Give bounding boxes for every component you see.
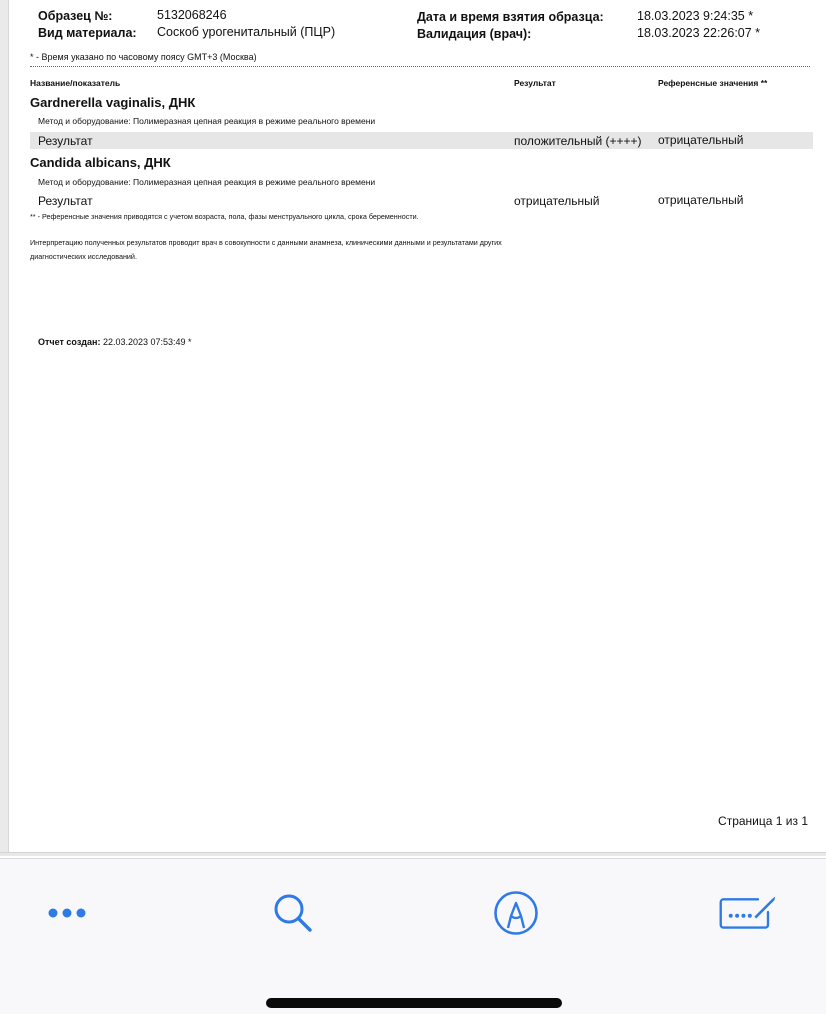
interpretation-note-cont: диагностических исследований. (30, 252, 137, 261)
reference-value: отрицательный (658, 133, 744, 147)
result-value: отрицательный (514, 194, 600, 208)
material-value: Соскоб урогенитальный (ПЦР) (157, 25, 336, 39)
page-bottom-edge (0, 852, 826, 856)
result-value: положительный (++++) (514, 134, 642, 148)
search-icon (271, 891, 315, 935)
test-method: Метод и оборудование: Полимеразная цепная реакция в режиме реального времени (38, 177, 376, 187)
col-reference-header: Референсные значения ** (658, 78, 768, 88)
reference-value: отрицательный (658, 193, 744, 207)
markup-icon (493, 890, 539, 936)
sample-no-value: 5132068246 (157, 8, 227, 22)
report-created (38, 337, 192, 347)
header-divider (30, 66, 810, 67)
col-result-header: Результат (514, 78, 556, 88)
validation-value: 18.03.2023 22:26:07 * (637, 26, 761, 40)
home-indicator (266, 998, 562, 1008)
test-title: Gardnerella vaginalis, ДНК (30, 95, 196, 110)
col-name-header: Название/показатель (30, 78, 121, 88)
page-edge (0, 0, 9, 856)
more-button[interactable] (37, 883, 97, 943)
result-row-label: Результат (38, 134, 93, 148)
validation-label: Валидация (врач): (417, 27, 532, 41)
markup-button[interactable] (486, 883, 546, 943)
date-taken-label: Дата и время взятия образца: (417, 10, 604, 24)
page-indicator: Страница 1 из 1 (718, 814, 808, 828)
report-created-value: 22.03.2023 07:53:49 * (102, 337, 192, 347)
signature-icon (718, 890, 778, 936)
timezone-note: * - Время указано по часовому поясу GMT+3 (Москва) (30, 52, 257, 62)
more-icon (47, 907, 87, 919)
interpretation-note: Интерпретацию полученных результатов проводит врач в совокупности с данными анамнеза, клиническими данными и результатами других (30, 238, 502, 247)
reference-note: ** - Референсные значения приводятся с учетом возраста, пола, фазы менструального цикла, срока беременности. (30, 212, 419, 221)
test-method: Метод и оборудование: Полимеразная цепная реакция в режиме реального времени (38, 116, 376, 126)
search-button[interactable] (263, 883, 323, 943)
report-created-label: Отчет создан: (38, 337, 101, 347)
date-taken-value: 18.03.2023 9:24:35 * (637, 9, 754, 23)
signature-button[interactable] (718, 883, 778, 943)
result-row-label: Результат (38, 194, 93, 208)
sample-no-label: Образец №: (38, 9, 113, 23)
material-label: Вид материала: (38, 26, 137, 40)
test-title: Candida albicans, ДНК (30, 155, 171, 170)
bottom-toolbar (0, 858, 826, 1014)
